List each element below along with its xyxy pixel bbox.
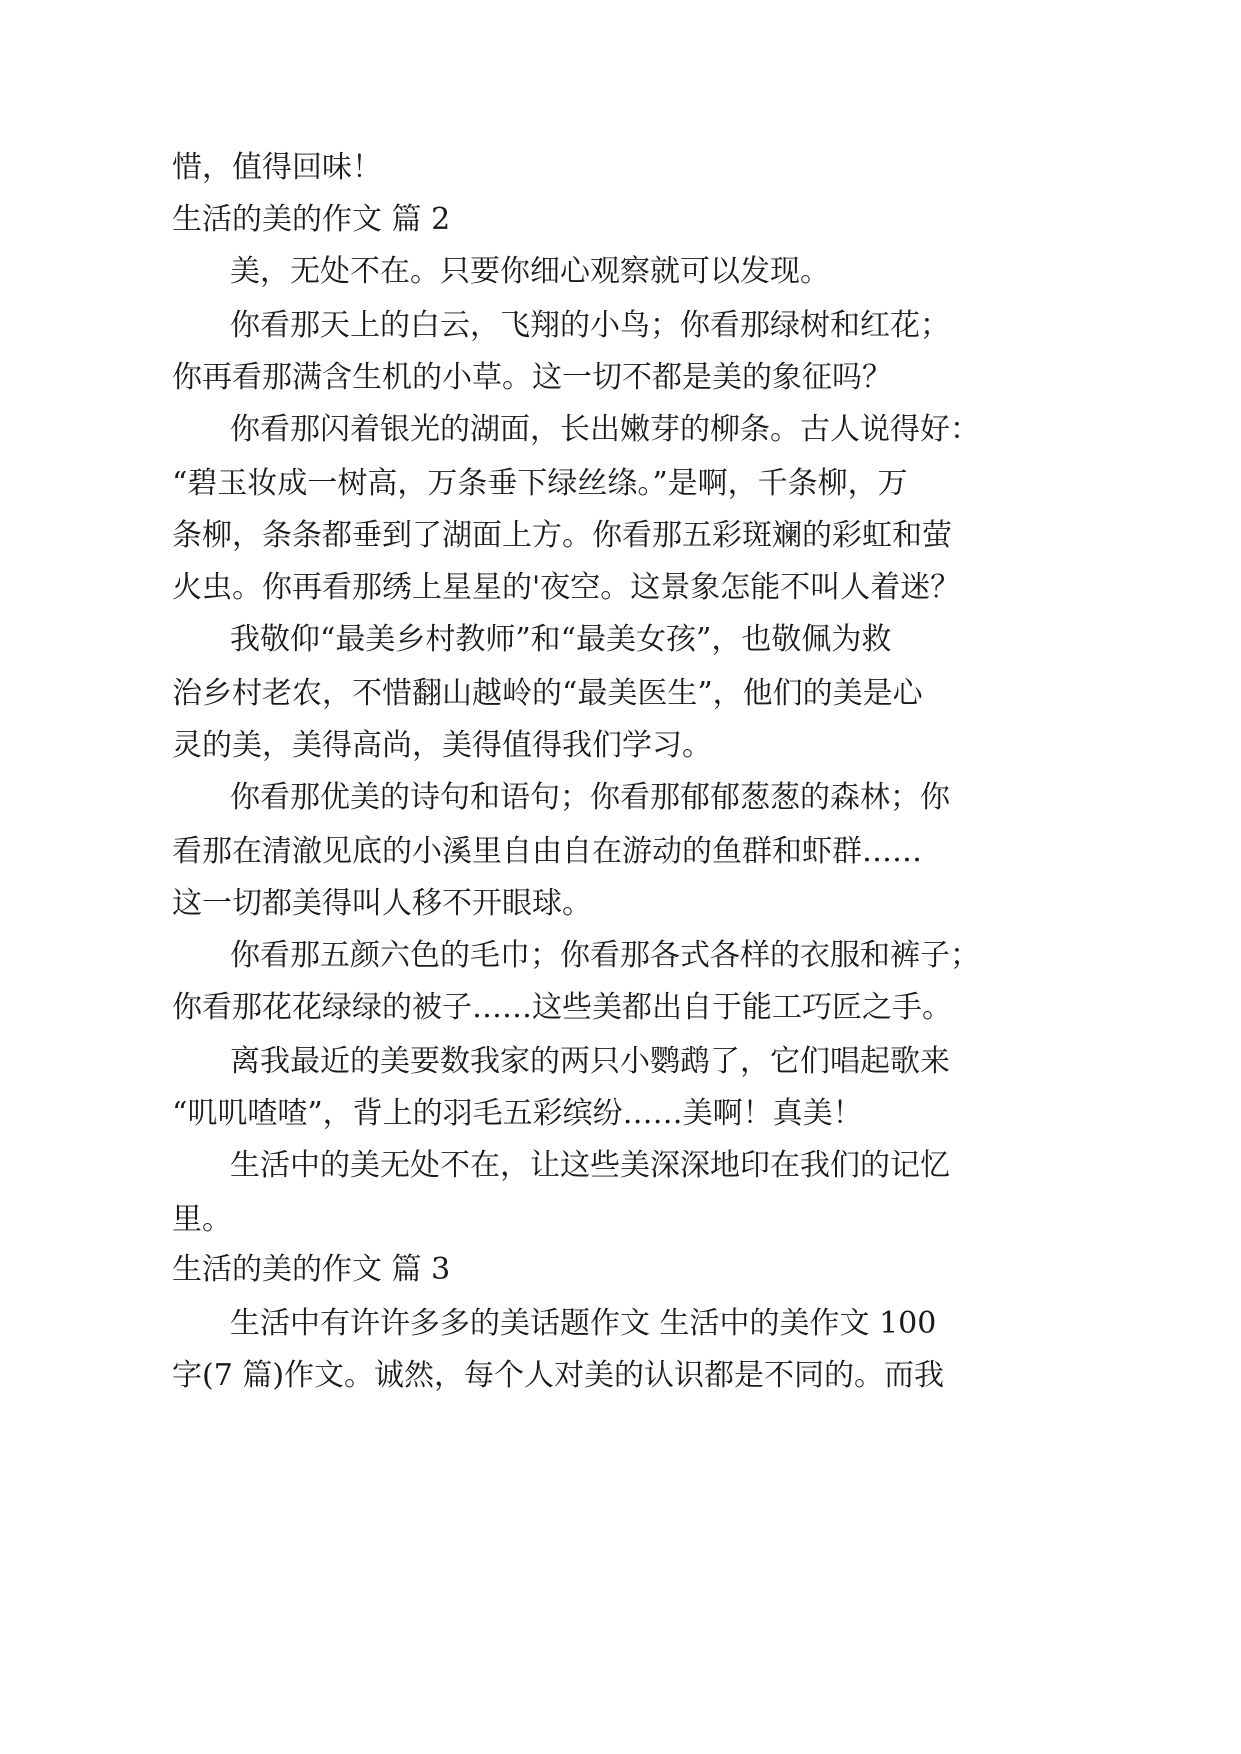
paragraph-line: 这一切都美得叫人移不开眼球。 — [172, 886, 592, 921]
paragraph-line: 条柳，条条都垂到了湖面上方。你看那五彩斑斓的彩虹和萤 — [172, 518, 952, 553]
paragraph-line: 你看那闪着银光的湖面，长出嫩芽的柳条。古人说得好： — [230, 412, 980, 447]
section-heading: 生活的美的作文 篇 2 — [172, 202, 451, 237]
paragraph-line: 我敬仰“最美乡村教师”和“最美女孩”，也敬佩为救 — [230, 622, 892, 657]
paragraph-line: 你看那五颜六色的毛巾；你看那各式各样的衣服和裤子； — [230, 938, 980, 973]
paragraph-line: 你看那花花绿绿的被子……这些美都出自于能工巧匠之手。 — [172, 990, 952, 1025]
paragraph-line: “叽叽喳喳”，背上的羽毛五彩缤纷……美啊！真美！ — [172, 1096, 863, 1131]
paragraph-line: 生活中有许许多多的美话题作文 生活中的美作文 100 — [230, 1306, 937, 1341]
paragraph-line: 美，无处不在。只要你细心观察就可以发现。 — [230, 254, 830, 289]
section-heading: 生活的美的作文 篇 3 — [172, 1252, 451, 1287]
paragraph-line: 灵的美，美得高尚，美得值得我们学习。 — [172, 728, 712, 763]
paragraph-line: 治乡村老农，不惜翻山越岭的“最美医生”，他们的美是心 — [172, 676, 923, 711]
paragraph-line: 你再看那满含生机的小草。这一切不都是美的象征吗？ — [172, 360, 892, 395]
paragraph-line: “碧玉妆成一树高，万条垂下绿丝绦。”是啊，千条柳，万 — [172, 466, 908, 501]
paragraph-line: 火虫。你再看那绣上星星的'夜空。这景象怎能不叫人着迷？ — [172, 570, 961, 605]
paragraph-line: 你看那优美的诗句和语句；你看那郁郁葱葱的森林；你 — [230, 780, 950, 815]
paragraph-line: 字(7 篇)作文。诚然，每个人对美的认识都是不同的。而我 — [172, 1358, 945, 1393]
paragraph-line: 离我最近的美要数我家的两只小鹦鹉了，它们唱起歌来 — [230, 1044, 950, 1079]
paragraph-line: 你看那天上的白云，飞翔的小鸟；你看那绿树和红花； — [230, 308, 950, 343]
continuation-line: 惜，值得回味！ — [172, 150, 382, 185]
paragraph-line: 里。 — [172, 1202, 232, 1237]
paragraph-line: 生活中的美无处不在，让这些美深深地印在我们的记忆 — [230, 1148, 950, 1183]
paragraph-line: 看那在清澈见底的小溪里自由自在游动的鱼群和虾群…… — [172, 834, 922, 869]
